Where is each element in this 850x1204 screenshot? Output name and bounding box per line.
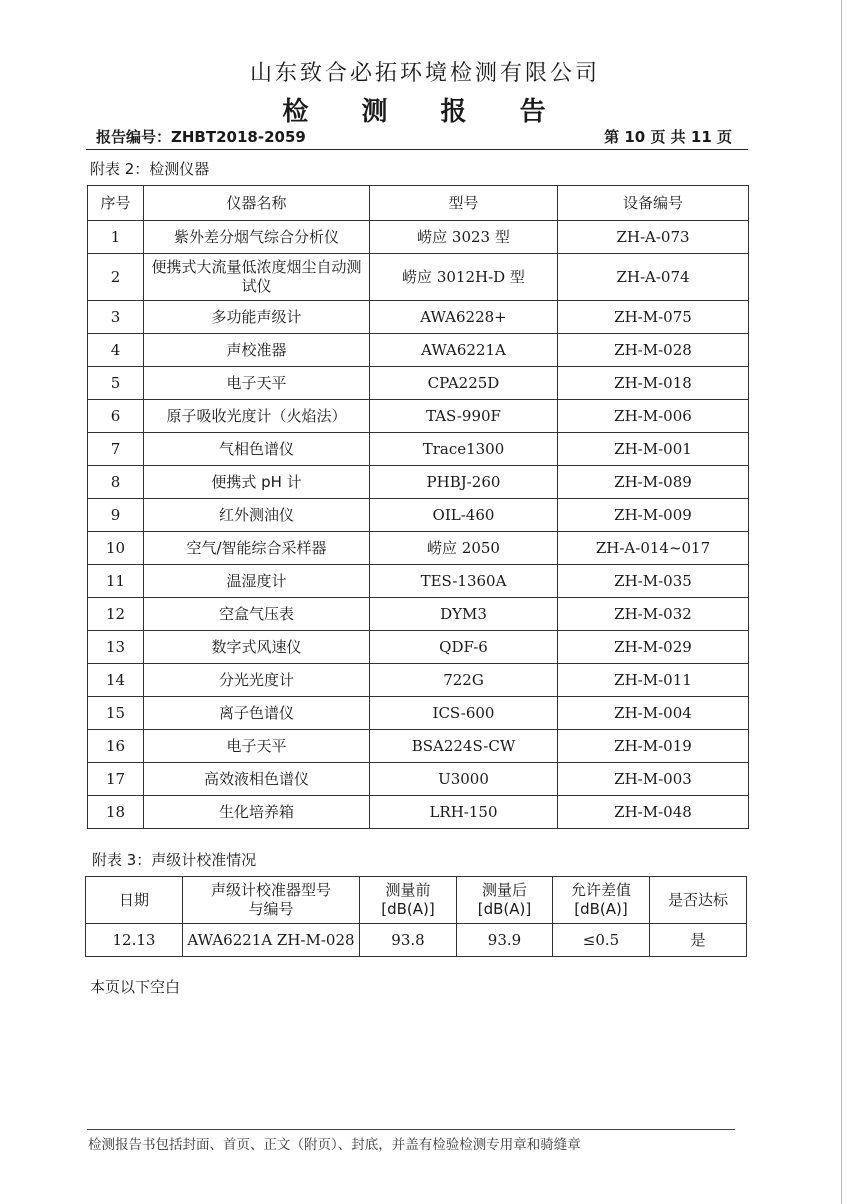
cell-name: 高效液相色谱仪 bbox=[144, 763, 370, 796]
report-number: 报告编号：ZHBT2018-2059 bbox=[96, 128, 306, 146]
cell-index: 18 bbox=[88, 796, 144, 829]
cell-device-id: ZH-M-075 bbox=[558, 301, 749, 334]
cell-index: 2 bbox=[88, 254, 144, 301]
cell-name: 便携式 pH 计 bbox=[144, 466, 370, 499]
instrument-table-body bbox=[88, 221, 749, 829]
cell-index: 15 bbox=[88, 697, 144, 730]
calibration-header-line: 声级计校准器型号 bbox=[210, 881, 331, 899]
cell-model: CPA225D bbox=[370, 367, 558, 400]
cell-name: 生化培养箱 bbox=[144, 796, 370, 829]
cell-index: 9 bbox=[88, 499, 144, 532]
table-row bbox=[88, 730, 749, 763]
table-row bbox=[88, 221, 749, 254]
footer-note: 检测报告书包括封面、首页、正文（附页）、封底，并盖有检验检测专用章和骑缝章 bbox=[88, 1137, 581, 1153]
cell-index: 3 bbox=[88, 301, 144, 334]
calibration-cell: 93.9 bbox=[457, 924, 553, 957]
cell-name: 紫外差分烟气综合分析仪 bbox=[144, 221, 370, 254]
cell-device-id: ZH-A-074 bbox=[558, 254, 749, 301]
cell-model: U3000 bbox=[370, 763, 558, 796]
table-row bbox=[88, 367, 749, 400]
cell-model: ICS-600 bbox=[370, 697, 558, 730]
cell-model: PHBJ-260 bbox=[370, 466, 558, 499]
calibration-header-line: 与编号 bbox=[248, 900, 294, 918]
calibration-cell: AWA6221A ZH-M-028 bbox=[183, 924, 360, 957]
table-row bbox=[88, 499, 749, 532]
table-row bbox=[88, 466, 749, 499]
table-row bbox=[88, 254, 749, 301]
calibration-header-cell bbox=[183, 877, 360, 924]
calibration-cell: 12.13 bbox=[86, 924, 183, 957]
calibration-table-body bbox=[86, 924, 747, 957]
document-title: 检 测 报 告 bbox=[282, 97, 568, 127]
cell-model: LRH-150 bbox=[370, 796, 558, 829]
table-row bbox=[88, 664, 749, 697]
header-cell-device-id: 设备编号 bbox=[558, 186, 749, 221]
cell-name: 空气/智能综合采样器 bbox=[144, 532, 370, 565]
header-cell-model: 型号 bbox=[370, 186, 558, 221]
cell-device-id: ZH-M-089 bbox=[558, 466, 749, 499]
cell-name: 声校准器 bbox=[144, 334, 370, 367]
table-row bbox=[88, 565, 749, 598]
table-row bbox=[86, 924, 747, 957]
cell-name: 电子天平 bbox=[144, 730, 370, 763]
calibration-header-line: 测量后 bbox=[481, 881, 527, 899]
cell-name: 温湿度计 bbox=[144, 565, 370, 598]
cell-model: Trace1300 bbox=[370, 433, 558, 466]
calibration-table-header bbox=[86, 877, 747, 924]
table-row bbox=[88, 697, 749, 730]
calibration-cell: ≤0.5 bbox=[553, 924, 650, 957]
cell-index: 16 bbox=[88, 730, 144, 763]
cell-index: 14 bbox=[88, 664, 144, 697]
cell-name: 空盒气压表 bbox=[144, 598, 370, 631]
cell-model: QDF-6 bbox=[370, 631, 558, 664]
calibration-header-cell bbox=[457, 877, 553, 924]
cell-device-id: ZH-M-035 bbox=[558, 565, 749, 598]
instrument-table-caption: 附表 2：检测仪器 bbox=[90, 160, 210, 178]
cell-device-id: ZH-M-018 bbox=[558, 367, 749, 400]
cell-index: 1 bbox=[88, 221, 144, 254]
cell-model: DYM3 bbox=[370, 598, 558, 631]
cell-device-id: ZH-M-032 bbox=[558, 598, 749, 631]
calibration-header-cell bbox=[650, 877, 747, 924]
cell-name: 便携式大流量低浓度烟尘自动测试仪 bbox=[144, 254, 370, 301]
cell-index: 13 bbox=[88, 631, 144, 664]
cell-name: 红外测油仪 bbox=[144, 499, 370, 532]
cell-name: 气相色谱仪 bbox=[144, 433, 370, 466]
calibration-header-line: 允许差值 bbox=[570, 881, 631, 899]
table-row bbox=[88, 532, 749, 565]
table-row bbox=[88, 334, 749, 367]
calibration-header-line: [dB(A)] bbox=[574, 900, 628, 918]
cell-device-id: ZH-M-001 bbox=[558, 433, 749, 466]
calibration-header-line: 测量前 bbox=[385, 881, 431, 899]
header-cell-name: 仪器名称 bbox=[144, 186, 370, 221]
cell-device-id: ZH-M-028 bbox=[558, 334, 749, 367]
header-divider bbox=[86, 149, 748, 150]
calibration-table-caption: 附表 3：声级计校准情况 bbox=[92, 851, 257, 869]
cell-index: 5 bbox=[88, 367, 144, 400]
cell-index: 8 bbox=[88, 466, 144, 499]
calibration-cell: 93.8 bbox=[360, 924, 457, 957]
cell-index: 4 bbox=[88, 334, 144, 367]
cell-name: 原子吸收光度计（火焰法） bbox=[144, 400, 370, 433]
cell-model: 崂应 2050 bbox=[370, 532, 558, 565]
page-indicator: 第 10 页 共 11 页 bbox=[604, 128, 732, 146]
cell-index: 7 bbox=[88, 433, 144, 466]
calibration-cell: 是 bbox=[650, 924, 747, 957]
cell-model: 722G bbox=[370, 664, 558, 697]
cell-index: 17 bbox=[88, 763, 144, 796]
cell-device-id: ZH-M-019 bbox=[558, 730, 749, 763]
cell-name: 分光光度计 bbox=[144, 664, 370, 697]
cell-device-id: ZH-M-048 bbox=[558, 796, 749, 829]
footer-divider bbox=[87, 1129, 735, 1130]
table-row bbox=[88, 763, 749, 796]
instrument-table-header bbox=[88, 186, 749, 221]
scan-edge-line bbox=[841, 0, 842, 1204]
cell-model: 崂应 3023 型 bbox=[370, 221, 558, 254]
cell-index: 6 bbox=[88, 400, 144, 433]
calibration-header-cell bbox=[86, 877, 183, 924]
table-row bbox=[88, 301, 749, 334]
table-row bbox=[88, 598, 749, 631]
cell-model: TAS-990F bbox=[370, 400, 558, 433]
cell-device-id: ZH-A-073 bbox=[558, 221, 749, 254]
cell-index: 10 bbox=[88, 532, 144, 565]
calibration-header-line: 是否达标 bbox=[667, 890, 728, 909]
cell-device-id: ZH-M-006 bbox=[558, 400, 749, 433]
cell-name: 多功能声级计 bbox=[144, 301, 370, 334]
cell-model: TES-1360A bbox=[370, 565, 558, 598]
cell-device-id: ZH-M-011 bbox=[558, 664, 749, 697]
table-row bbox=[88, 433, 749, 466]
header-cell-index: 序号 bbox=[88, 186, 144, 221]
calibration-header-line: 日期 bbox=[118, 890, 149, 909]
calibration-header-cell bbox=[360, 877, 457, 924]
instrument-table bbox=[87, 185, 749, 829]
table-row bbox=[88, 796, 749, 829]
blank-page-note: 本页以下空白 bbox=[90, 978, 181, 996]
calibration-header-line: [dB(A)] bbox=[381, 900, 435, 918]
cell-device-id: ZH-M-004 bbox=[558, 697, 749, 730]
cell-name: 离子色谱仪 bbox=[144, 697, 370, 730]
company-name: 山东致合必拓环境检测有限公司 bbox=[249, 61, 600, 86]
table-row bbox=[88, 631, 749, 664]
calibration-header-cell bbox=[553, 877, 650, 924]
table-row bbox=[88, 400, 749, 433]
cell-device-id: ZH-M-003 bbox=[558, 763, 749, 796]
cell-name: 数字式风速仪 bbox=[144, 631, 370, 664]
cell-model: AWA6221A bbox=[370, 334, 558, 367]
cell-device-id: ZH-M-029 bbox=[558, 631, 749, 664]
calibration-table bbox=[85, 876, 747, 957]
cell-device-id: ZH-A-014~017 bbox=[558, 532, 749, 565]
cell-model: BSA224S-CW bbox=[370, 730, 558, 763]
cell-index: 11 bbox=[88, 565, 144, 598]
cell-model: AWA6228+ bbox=[370, 301, 558, 334]
cell-device-id: ZH-M-009 bbox=[558, 499, 749, 532]
cell-index: 12 bbox=[88, 598, 144, 631]
calibration-header-line: [dB(A)] bbox=[477, 900, 532, 918]
cell-model: OIL-460 bbox=[370, 499, 558, 532]
cell-model: 崂应 3012H-D 型 bbox=[370, 254, 558, 301]
cell-name: 电子天平 bbox=[144, 367, 370, 400]
